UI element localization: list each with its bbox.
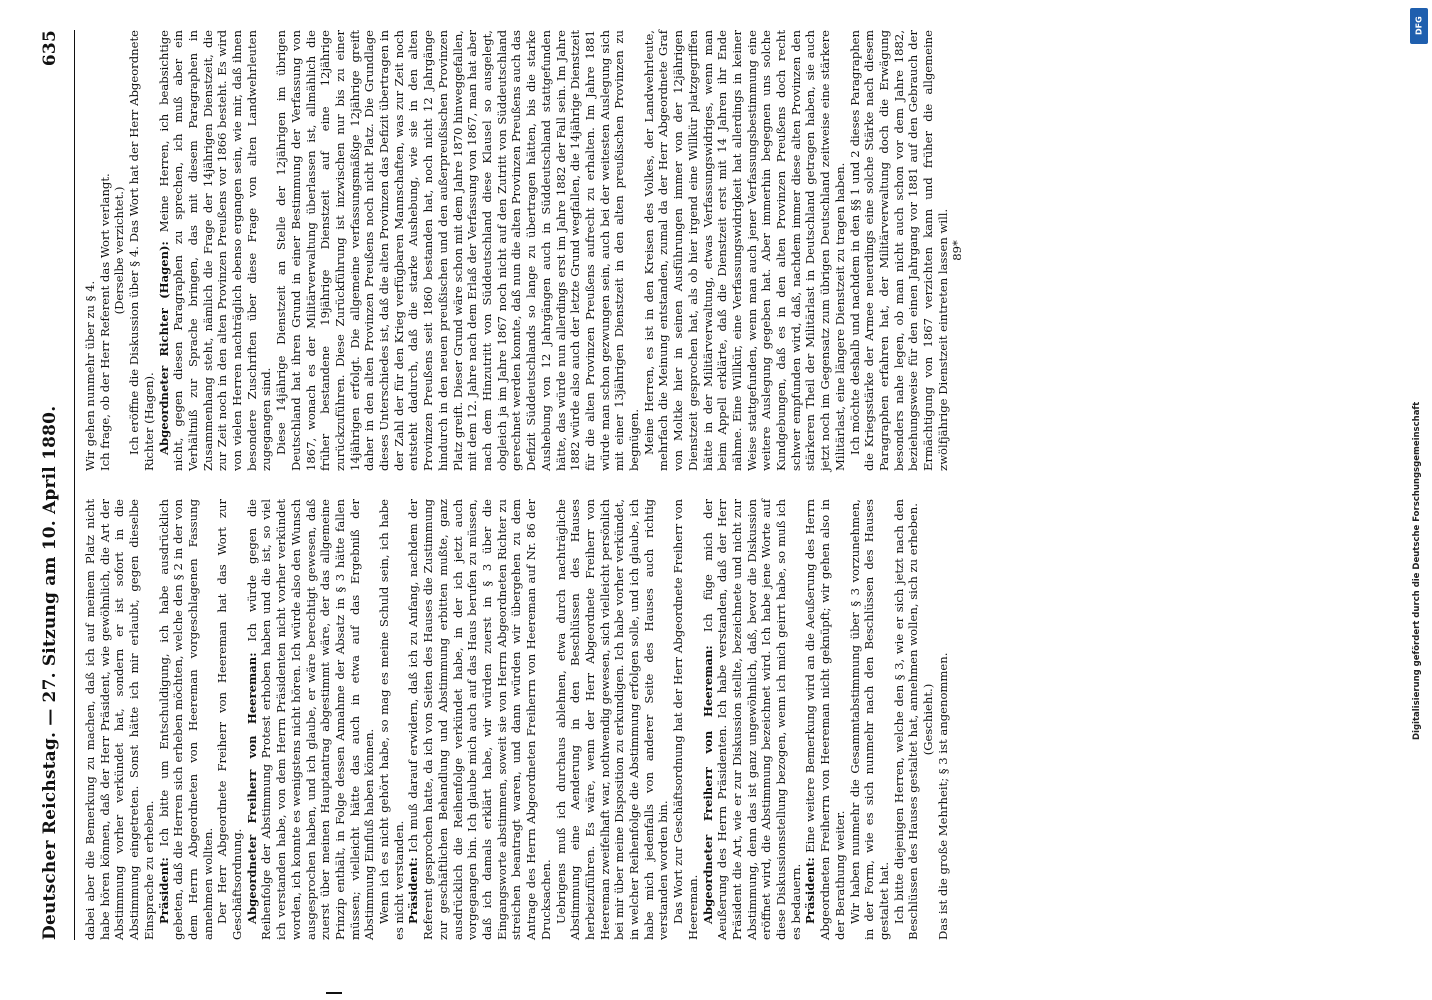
paragraph-text: Eine weitere Bemerkung wird an die Aeußerung des Herrn Abgeordneten Freiherrn von Heereman nicht geknüpft; wir gehen also in der Berathung weiter. [803, 499, 847, 940]
speaker-name: Präsident: [156, 857, 171, 924]
paragraph [377, 499, 406, 940]
paragraph [98, 30, 113, 471]
paragraph [83, 30, 98, 471]
paragraph [936, 499, 951, 940]
running-head: Deutscher Reichstag. — 27. Sitzung am 10. April 1880. [40, 405, 60, 940]
paragraph [157, 30, 275, 471]
paragraph [803, 499, 847, 940]
paragraph [848, 499, 892, 940]
paragraph-text: Wir gehen nunmehr über zu § 4. [83, 280, 97, 471]
left-column [83, 499, 965, 940]
paragraph [701, 499, 804, 940]
paragraph [848, 30, 951, 471]
paragraph-text: (Derselbe verzichtet.) [112, 186, 127, 315]
speaker-name: Präsident: [803, 857, 818, 924]
speaker-name: Abgeordneter Freiherr von Heereman: [700, 645, 715, 924]
paragraph-text: Ich füge mich der Aeußerung des Herrn Präsidenten. Ich habe verstanden, daß der Herr Präsident die Art, wie er zur Diskussion stellte, bezeichnete und nicht zur Abstimmung, denn das ist ganz ungewöhnlich, daß, bevor die Diskussion eröffnet wird, die Abstimmung bezeichnet wird. Ich habe jene Worte auf diese Diskussionsstellung bezogen, wenn ich mich geirrt habe, so muß ich es bedauern. [700, 499, 803, 940]
paragraph-text: Ich frage, ob der Herr Referent das Wort verlangt. [97, 173, 112, 471]
paragraph-text: Das ist die große Mehrheit; § 3 ist angenommen. [935, 652, 950, 940]
speaker-name: Abgeordneter Richter (Hagen): [156, 241, 171, 455]
paragraph-text: Wir haben nunmehr die Gesammtabstimmung über § 3 vorzunehmen, in der Form, wie es sich nunmehr nach den Beschlüssen des Hauses gestaltet hat. [847, 499, 891, 940]
paragraph [127, 30, 156, 471]
paragraph-text: Wenn ich es nicht gehört habe, so mag es meine Schuld sein, ich habe es nicht verstanden. [377, 499, 406, 940]
paragraph [274, 30, 642, 471]
paragraph-text: Ich muß darauf erwidern, daß ich zu Anfang, nachdem der Referent gesprochen hatte, da ich von Seiten des Hauses die Zustimmung zur geschäftlichen Behandlung und Abstimmung erbitten mußte, ganz ausdrücklich die Reihenfolge verkündet habe, in der ich jetzt auch vorgegangen bin. Ich glaube mich auch auf das Haus berufen zu müssen, daß ich damals erklärt habe, wir würden zuerst in § 3 über die Eingangsworte abstimmen, soweit sie von Herrn Abgeordneten Richter zu streichen beantragt waren, und dann würden wir übergehen zu dem Antrage des Herrn Abgeordneten Freiherrn von Heereman auf Nr. 86 der Drucksachen. [406, 499, 553, 940]
paragraph-text: Meine Herren, es ist in den Kreisen des Volkes, der Landwehrleute, mehrfach die Meinung entstanden, zumal da der Herr Abgeordnete Graf von Moltke hier in seinen Ausführungen immer von der 12jährigen Dienstzeit gesprochen hat, als ob hier irgend eine Willkür platzgegriffen hätte in der Militärverwaltung, etwas Verfassungswidriges, wenn man beim Appell erklärte, daß die Dienstzeit erst mit 14 Jahren ihr Ende nähme. Eine Willkür, eine Verfassungswidrigkeit hat allerdings in keiner Weise stattgefunden, wenn man auch jener Verfassungsbestimmung eine weitere Auslegung gegeben hat. Aber immerhin begegnen uns solche Kundgebungen, daß es in den alten Provinzen Preußens doch recht schwer empfunden wird, daß, nachdem immer diese alten Provinzen den stärkeren Theil der Militärlast in Deutschland getragen haben, sie auch jetzt noch im Gegensatz zum übrigen Deutschland zeitweise eine stärkere Militärlast, eine längere Dienstzeit zu tragen haben. [641, 30, 847, 471]
paragraph [642, 30, 848, 471]
paragraph-text: Uebrigens muß ich durchaus ablehnen, etwa durch nachträgliche Abstimmung eine Aenderung in den Beschlüssen des Hauses herbeizuführen. Es wäre, wenn der Herr Abgeordnete Freiherr von Heereman zweifelhaft war, nothwendig gewesen, sich vielleicht persönlich bei mir über meine Disposition zu erkundigen. Ich habe vorher verkündet, in welcher Reihenfolge die Abstimmung erfolgen solle, und ich glaube, ich habe mich jedenfalls von anderer Seite des Hauses auch richtig verstanden worden bin. [553, 499, 671, 940]
speaker-name: Präsident: [406, 857, 421, 924]
paragraph [671, 499, 700, 940]
paragraph-text: Ich bitte diejenigen Herren, welche den § 3, wie er sich jetzt nach den Beschlüssen des Hauses gestaltet hat, annehmen wollen, sich zu erheben. [891, 499, 921, 940]
paragraph [554, 499, 672, 940]
paragraph-text: Ich würde gegen die Reihenfolge der Abstimmung Protest erhoben haben und die ist, so viel ich verstanden habe, von dem Herrn Präsidenten nicht vorher verkündet worden, ich konnte es wenigstens nicht hören. Ich würde also den Wunsch ausgesprochen haben, und ich glaube, er wäre berechtigt gewesen, daß zuerst über meinen Hauptantrag abgestimmt wäre, der das allgemeine Prinzip enthält, in Folge dessen Annahme der Absatz in § 3 hätte fallen müssen; vielleicht hätte das auch in etwa auf das Ergebniß der Abstimmung Einfluß haben können. [244, 499, 377, 940]
margin-mark [326, 992, 342, 994]
text-body [83, 30, 965, 940]
paragraph [83, 499, 157, 940]
paragraph-text: Das Wort zur Geschäftsordnung hat der Herr Abgeordnete Freiherr von Heereman. [671, 499, 700, 940]
paragraph-text: Ich eröffne die Diskussion über § 4. Das Wort hat der Herr Abgeordnete Richter (Hagen). [127, 30, 156, 471]
paragraph-text: Meine Herren, ich beabsichtige nicht, gegen diesen Paragraphen zu sprechen, ich muß aber ein Verhältniß zur Sprache bringen, das mit diesem Paragraphen in Zusammenhang steht, nämlich die Frage der 14jährigen Dienstzeit, die zur Zeit noch in den alten Provinzen Preußens vor 1866 besteht. Es wird von vielen Herren nachträglich ebenso ergangen sein, wie mir, daß ihnen besondere Zuschriften über diese Frage von alten Landwehrleuten zugegangen sind. [156, 29, 274, 471]
paragraph-text: Der Herr Abgeordnete Freiherr von Heereman hat das Wort zur Geschäftsordnung. [215, 499, 245, 940]
paragraph-text: Ich bitte um Entschuldigung, ich habe ausdrücklich gebeten, daß die Herren sich erheben möchten, welche den § 2 in der von dem Herrn Abgeordneten von Heereman vorgeschlagenen Fassung annehmen wollten. [156, 499, 215, 940]
paragraph-text: Diese 14jährige Dienstzeit an Stelle der 12jährigen im übrigen Deutschland hat ihren Grund in einer Bestimmung der Verfassung von 1867, wonach es der Militärverwaltung überlassen ist, allmählich die früher bestandene 19jährige Dienstzeit auf eine 12jährige zurückzuführen. Diese Zurückführung ist inzwischen nur bis zu einer 14jährigen erfolgt. Die allgemeine verfassungsmäßige 12jährige greift daher in den alten Provinzen Preußens noch nicht Platz. Die Grundlage dieses Unterschiedes ist, daß die alten Provinzen das Defizit übertragen in der Zahl der für den Krieg verfügbaren Mannschaften, was zur Zeit noch entsteht dadurch, daß die starke Aushebung, wie sie in den alten Provinzen Preußens seit 1860 bestanden hat, noch nicht 12 Jahrgänge hindurch in den neuen preußischen und den außerpreußischen Provinzen Platz greift. Dieser Grund wäre schon mit dem Jahre 1870 hinweggefallen, mit dem 12. Jahre nach dem Erlaß der Verfassung von 1867, man hat aber nach dem Hinzutritt von Süddeutschland diese Klausel so ausgelegt, obgleich ja im Jahre 1867 noch nicht auf den Zutritt von Süddeutschland gerechnet werden konnte, daß nun die alten Provinzen Preußens auch das Defizit Süddeutschlands so lange zu übertragen hätten, bis die starke Aushebung von 12 Jahrgängen auch in Süddeutschland stattgefunden hätte, das würde nun allerdings erst im Jahre 1882 der Fall sein. Im Jahre 1882 würde also auch der letzte Grund wegfallen, die 14jährige Dienstzeit für die alten Provinzen Preußens aufrecht zu erhalten. Im Jahre 1881 würde man schon gezwungen sein, auch bei der weitesten Auslegung sich mit einer 13jährigen Dienstzeit in den alten preußischen Provinzen zu begnügen. [274, 30, 642, 471]
page-header [40, 30, 75, 940]
page-number: 635 [40, 30, 60, 67]
paragraph [157, 499, 216, 940]
paragraph [406, 499, 553, 940]
dfg-logo-icon: DFG [1410, 8, 1428, 44]
paragraph-text: 89* [950, 240, 965, 261]
paragraph-text: (Geschieht.) [921, 683, 936, 756]
paragraph [215, 499, 244, 940]
paragraph [892, 499, 921, 940]
speaker-name: Abgeordneter Freiherr von Heereman: [244, 652, 259, 924]
paragraph [112, 30, 127, 471]
digitization-caption: Digitalisierung gefördert durch die Deutsche Forschungsgemeinschaft [1412, 401, 1422, 740]
digitization-sidebar [1410, 40, 1426, 1000]
paragraph [950, 30, 965, 471]
paragraph [245, 499, 377, 940]
paragraph-text: dabei aber die Bemerkung zu machen, daß ich auf meinem Platz nicht habe hören können, daß der Herr Präsident, wie gewöhnlich, die Art der Abstimmung vorher verkündet hat, sondern er ist sofort in die Abstimmung eingetreten. Sonst hätte ich mir erlaubt, gegen dieselbe Einsprache zu erheben. [83, 499, 156, 940]
paragraph-text: Ich möchte deshalb und nachdem in den §§ 1 und 2 dieses Paragraphen die Kriegsstärke der Armee neuerdings eine solche Stärke nach diesem Paragraphen erfahren hat, der Militärverwaltung doch die Erwägung besonders nahe legen, ob man nicht auch schon vor dem Jahre 1882, beziehungsweise für den einen Jahrgang vor 1881 auf den Gebrauch der Ermächtigung von 1867 verzichten kann und früher die allgemeine zwölfjährige Dienstzeit eintreten lassen will. [847, 30, 950, 471]
paragraph [921, 499, 936, 940]
right-column [83, 30, 965, 471]
